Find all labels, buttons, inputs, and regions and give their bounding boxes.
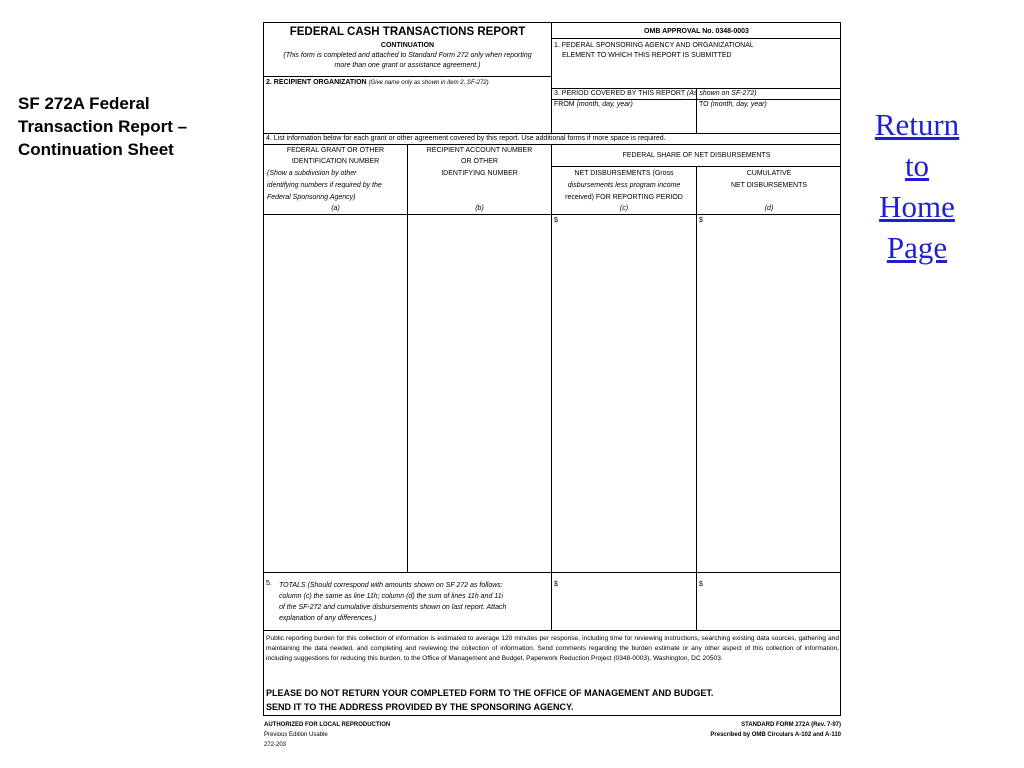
omb-approval: OMB APPROVAL No. 0348-0003 — [644, 28, 749, 35]
item2-label: 2. RECIPIENT ORGANIZATION — [266, 79, 367, 86]
home-link-line-2[interactable]: to — [904, 148, 930, 183]
item3-field — [554, 89, 757, 99]
col-b-letter: (b) — [475, 205, 484, 212]
form-instructions-line-1: (This form is completed and attached to Standard Form 272 only when reporting — [283, 52, 532, 59]
home-link-line-4[interactable]: Page — [886, 230, 948, 265]
divider — [696, 166, 697, 630]
totals-c-dollar-sign: $ — [554, 581, 558, 588]
form-instructions-line-2: more than one grant or assistance agreement.) — [334, 62, 481, 69]
col-a-note-3: Federal Sponsoring Agency) — [267, 194, 356, 201]
col-a-header-1: FEDERAL GRANT OR OTHER — [286, 147, 385, 154]
home-link-line-1[interactable]: Return — [874, 107, 960, 142]
home-link-line-3[interactable]: Home — [879, 189, 955, 224]
item5-line-4: explanation of any differences.) — [279, 615, 377, 622]
footer-form-number: 272-203 — [264, 742, 287, 748]
item5-line-3: of the SF-272 and cumulative disbursements shown on last report. Attach — [279, 604, 507, 611]
item2-field — [266, 78, 489, 88]
item5-line-2: column (c) the same as line 11h; column (d) the sum of lines 11h and 11i — [279, 593, 504, 600]
col-c-header-3: received) FOR REPORTING PERIOD — [565, 194, 683, 201]
item3-label: 3. PERIOD COVERED BY THIS REPORT — [554, 90, 685, 97]
to-label: TO — [699, 101, 709, 108]
form-subtitle: CONTINUATION — [380, 42, 435, 49]
item3-hint: (As shown on SF-272) — [686, 90, 757, 97]
notice-line-1: PLEASE DO NOT RETURN YOUR COMPLETED FORM TO THE OFFICE OF MANAGEMENT AND BUDGET. — [266, 688, 714, 698]
col-b-header-1: RECIPIENT ACCOUNT NUMBER — [426, 147, 533, 154]
item5-number: 5. — [266, 580, 272, 587]
col-d-header-1: CUMULATIVE — [746, 170, 792, 177]
col-c-header-1: NET DISBURSEMENTS (Gross — [574, 170, 674, 177]
col-c-dollar-sign: $ — [554, 217, 558, 224]
page-title: SF 272A Federal Transaction Report – Continuation Sheet — [18, 94, 188, 159]
footer-previous-edition: Previous Edition Usable — [264, 732, 328, 738]
col-a-note-2: identifying numbers if required by the — [267, 182, 382, 189]
item2-hint: (Give name only as shown in item 2, SF-272) — [368, 80, 489, 86]
return-home-link[interactable] — [862, 104, 972, 268]
col-a-note-1: (Show a subdivision by other — [267, 170, 357, 177]
col-a-header-2: IDENTIFICATION NUMBER — [291, 158, 380, 165]
from-field — [554, 100, 633, 110]
footer-standard-form: STANDARD FORM 272A (Rev. 7-97) — [741, 722, 841, 728]
federal-share-header: FEDERAL SHARE OF NET DISBURSEMENTS — [622, 152, 771, 159]
notice-line-2: SEND IT TO THE ADDRESS PROVIDED BY THE SPONSORING AGENCY. — [266, 702, 574, 712]
from-label: FROM — [554, 101, 575, 108]
divider — [551, 144, 552, 630]
col-b-header-2: OR OTHER — [461, 158, 498, 165]
col-d-dollar-sign: $ — [699, 217, 703, 224]
divider — [551, 38, 841, 39]
item1-line-1: 1. FEDERAL SPONSORING AGENCY AND ORGANIZATIONAL — [554, 42, 754, 49]
col-c-header-2: disbursements less program income — [567, 182, 681, 189]
sf272a-form-image — [263, 22, 841, 716]
col-c-letter: (c) — [619, 205, 629, 212]
divider — [264, 144, 841, 145]
item4-text: 4. List information below for each grant or other agreement covered by this report. Use additional forms if more space is required. — [266, 135, 666, 142]
divider — [264, 630, 841, 631]
to-hint: (month, day, year) — [710, 101, 767, 108]
divider — [264, 214, 841, 215]
from-hint: (month, day, year) — [576, 101, 633, 108]
burden-statement: Public reporting burden for this collection of information is estimated to average 120 minutes per response, including time for reviewing instructions, searching existing data sources, gathering and maintaining the data needed, and completing and reviewing the collection of information. Send comments regarding the burden estimate or any other aspect of this collection of information, including suggestions for reducing this burden, to the Office of Management and Budget, Paperwork Reduction Project (0348-0003), Washington, DC 20503. — [266, 635, 839, 662]
form-title: FEDERAL CASH TRANSACTIONS REPORT — [289, 26, 526, 38]
item1-line-2: ELEMENT TO WHICH THIS REPORT IS SUBMITTED — [562, 52, 732, 59]
col-d-header-2: NET DISBURSEMENTS — [730, 182, 808, 189]
divider — [264, 715, 841, 716]
footer-authorized: AUTHORIZED FOR LOCAL REPRODUCTION — [264, 722, 391, 728]
divider — [264, 572, 841, 573]
divider — [551, 23, 552, 134]
item5-line-1: TOTALS (Should correspond with amounts shown on SF 272 as follows: — [279, 582, 503, 589]
col-b-header-3: IDENTIFYING NUMBER — [441, 170, 518, 177]
col-d-letter: (d) — [764, 205, 774, 212]
to-field — [699, 100, 767, 110]
divider — [264, 76, 552, 77]
footer-prescribed-by: Prescribed by OMB Circulars A-102 and A-110 — [710, 732, 841, 738]
col-a-letter: (a) — [331, 205, 340, 212]
totals-d-dollar-sign: $ — [699, 581, 703, 588]
